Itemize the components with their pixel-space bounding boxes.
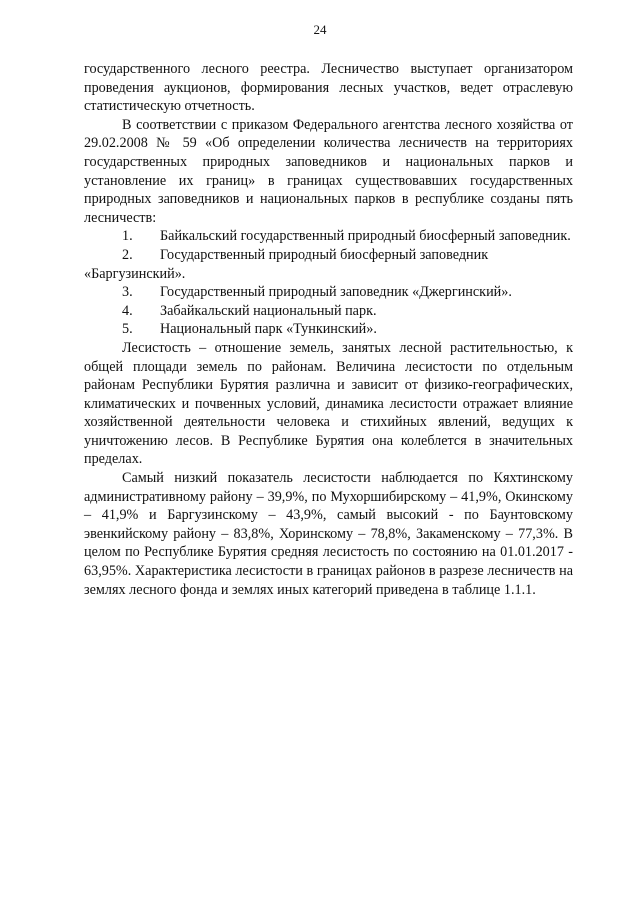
list-item-5 [84, 320, 573, 339]
paragraph-forest-cover-statistics: Самый низкий показатель лесистости наблюдается по Кяхтинскому административному району – 39,9%, по Мухоршибирскому – 41,9%, Окинскому – 41,9% и Баргузинскому – 43,9%, самый высокий - по Баунтовскому эвенкийскому району – 83,8%, Хоринскому – 78,8%, Закаменскому – 77,3%. В целом по Республике Бурятия средняя лесистость по состоянию на 01.01.2017 - 63,95%. Характеристика лесистости в границах районов в разрезе лесничеств на землях лесного фонда и землях иных категорий приведена в таблице 1.1.1. [84, 470, 573, 598]
paragraph-continuation: государственного лесного реестра. Лесничество выступает организатором проведения аукционов, формирования лесных участков, ведет отраслевую статистическую отчетность. [84, 61, 573, 115]
paragraph-order-reference: В соответствии с приказом Федерального агентства лесного хозяйства от 29.02.2008 № 59 «Об определении количества лесничеств на территориях государственных природных заповедников и национальных парков и установление их границ» в границах существовавших государственных природных заповедников и национальных парков в республике созданы пять лесничеств: [84, 116, 573, 226]
list-item-number: 1. [122, 228, 133, 245]
list-item-4 [84, 302, 573, 321]
list-item-number: 3. [122, 284, 133, 301]
list-item-text: Байкальский государственный природный биосферный заповедник. [160, 228, 571, 245]
list-item-text: Государственный природный биосферный заповедник «Баргузинский». [84, 246, 489, 282]
list-item-3 [84, 283, 573, 302]
list-item-number: 5. [122, 321, 133, 338]
page-body [84, 60, 573, 599]
list-item-1 [84, 227, 573, 246]
list-item-text: Государственный природный заповедник «Джергинский». [160, 284, 512, 301]
paragraph-forest-cover-definition: Лесистость – отношение земель, занятых лесной растительностью, к общей площади земель по районам. Величина лесистости по отдельным районам Республики Бурятия различна и зависит от физико-географических, климатических и почвенных условий, динамика лесистости отражает влияние хозяйственной деятельности человека и стихийных явлений, ведущих к уничтожению лесов. В Республике Бурятия она колеблется в значительных пределах. [84, 339, 573, 468]
list-item-text: Национальный парк «Тункинский». [160, 321, 377, 338]
page-number: 24 [313, 22, 327, 37]
list-item-text: Забайкальский национальный парк. [160, 302, 377, 319]
list-item-2 [84, 246, 573, 283]
list-item-number: 2. [122, 246, 133, 263]
list-item-number: 4. [122, 302, 133, 319]
